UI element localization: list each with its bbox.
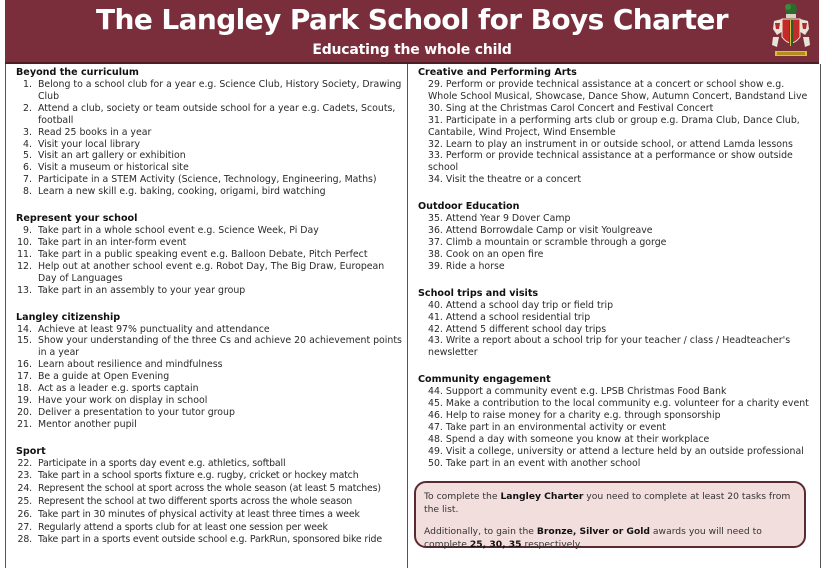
item-text: Attend Borrowdale Camp or visit Youlgreave	[445, 225, 653, 237]
list-item	[6, 285, 408, 297]
item-text: Represent the school at sport across the whole season (at least 5 matches)	[38, 483, 381, 495]
item-text: Visit an art gallery or exhibition	[38, 150, 186, 162]
item-text: Learn about resilience and mindfulness	[38, 359, 223, 371]
list-item	[6, 407, 408, 419]
list-item	[6, 509, 408, 522]
list-item	[408, 261, 820, 273]
list-item	[6, 324, 408, 336]
item-number: 41.	[428, 311, 443, 323]
item-number: 40.	[428, 299, 443, 311]
item-number: 43.	[428, 335, 443, 347]
item-number: 44.	[428, 386, 443, 398]
item-number: 6.	[23, 162, 32, 174]
list-item	[6, 359, 408, 371]
list-item	[408, 174, 820, 186]
requirements-text	[424, 491, 796, 516]
list-item	[6, 186, 408, 198]
item-number: 14.	[17, 323, 32, 335]
item-number: 28.	[17, 534, 32, 546]
list-item	[6, 225, 408, 237]
list-item	[6, 419, 408, 431]
list-item	[6, 150, 408, 162]
item-text: Participate in a STEM Activity (Science, Technology, Engineering, Maths)	[38, 174, 377, 186]
charter-name: Langley Charter	[500, 491, 584, 502]
list-item	[6, 395, 408, 407]
list-item	[408, 249, 820, 261]
item-number: 48.	[428, 433, 443, 445]
section-sport	[6, 446, 408, 548]
list-item	[408, 213, 820, 225]
item-text: Attend 5 different school day trips	[445, 323, 607, 335]
section-title: Beyond the curriculum	[16, 67, 139, 78]
item-text: Perform or provide technical assistance at a performance or show outside school	[428, 150, 793, 174]
list-item	[6, 383, 408, 395]
item-number: 30.	[428, 102, 443, 114]
text-fragment: To complete the	[424, 491, 501, 502]
task-list	[6, 458, 408, 548]
item-text: Take part in a sports event outside school e.g. ParkRun, sponsored bike ride	[38, 534, 382, 546]
item-text: Read 25 books in a year	[38, 126, 152, 138]
item-number: 33.	[428, 150, 443, 162]
item-number: 45.	[428, 398, 443, 410]
item-number: 16.	[17, 359, 32, 371]
list-item	[408, 446, 820, 458]
list-item	[6, 127, 408, 139]
item-text: Be a guide at Open Evening	[38, 371, 170, 383]
text-fragment: Additionally, to gain the	[424, 526, 537, 537]
list-item	[408, 225, 820, 237]
item-number: 31.	[428, 114, 443, 126]
list-item	[6, 139, 408, 151]
item-number: 12.	[17, 260, 32, 272]
page-subtitle: Educating the whole child	[312, 42, 512, 58]
item-text: Attend a club, society or team outside school for a year e.g. Cadets, Scouts, football	[38, 102, 396, 126]
item-text: Take part in an assembly to your year group	[38, 284, 246, 296]
item-text: Visit the theatre or a concert	[445, 174, 582, 186]
list-item	[408, 115, 820, 139]
left-column	[5, 64, 408, 568]
list-item	[6, 522, 408, 535]
item-number: 13.	[17, 284, 32, 296]
item-number: 27.	[17, 521, 32, 533]
item-number: 17.	[17, 371, 32, 383]
item-number: 5.	[23, 150, 32, 162]
item-number: 11.	[17, 248, 32, 260]
section-title: Community engagement	[418, 374, 551, 386]
item-number: 34.	[428, 174, 443, 186]
item-number: 18.	[17, 383, 32, 395]
item-number: 50.	[428, 457, 443, 469]
item-number: 9.	[23, 225, 32, 237]
list-item	[408, 237, 820, 249]
list-item	[408, 434, 820, 446]
item-text: Participate in a sports day event e.g. athletics, softball	[38, 457, 286, 469]
item-number: 3.	[23, 126, 32, 138]
task-list	[408, 386, 820, 469]
section-beyond-curriculum	[6, 67, 408, 198]
task-list	[6, 79, 408, 198]
section-title: Langley citizenship	[16, 311, 121, 323]
list-item	[408, 335, 820, 359]
task-list	[6, 324, 408, 431]
item-number: 36.	[428, 225, 443, 237]
item-number: 21.	[17, 418, 32, 430]
section-title: School trips and visits	[418, 287, 539, 299]
list-item	[408, 150, 820, 174]
awards-text	[424, 526, 796, 551]
item-text: Belong to a school club for a year e.g. Science Club, History Society, Drawing Club	[38, 79, 402, 102]
item-text: Act as a leader e.g. sports captain	[38, 383, 199, 395]
item-text: Make a contribution to the local community e.g. volunteer for a charity event	[445, 398, 809, 410]
item-number: 1.	[23, 79, 32, 90]
item-number: 23.	[17, 470, 32, 482]
item-number: 46.	[428, 410, 443, 422]
list-item	[408, 312, 820, 324]
item-text: Show your understanding of the three Cs and achieve 20 achievement points in a year	[38, 335, 402, 359]
list-item	[408, 410, 820, 422]
list-item	[6, 103, 408, 127]
item-text: Take part in an inter-form event	[38, 236, 187, 248]
section-outdoor-education	[408, 201, 820, 273]
item-text: Learn to play an instrument in or outside school, or attend Lamda lessons	[445, 138, 793, 150]
item-text: Achieve at least 97% punctuality and attendance	[38, 323, 270, 335]
page-title: The Langley Park School for Boys Charter	[95, 3, 729, 36]
page-header	[5, 0, 819, 64]
award-levels: Bronze, Silver or Gold	[536, 526, 650, 537]
list-item	[408, 300, 820, 312]
list-item	[6, 335, 408, 359]
item-number: 38.	[428, 248, 443, 260]
section-school-trips	[408, 288, 820, 360]
item-number: 10.	[17, 236, 32, 248]
list-item	[408, 398, 820, 410]
list-item	[6, 261, 408, 285]
list-item	[408, 324, 820, 336]
item-number: 29.	[428, 79, 443, 90]
item-text: Support a community event e.g. LPSB Christmas Food Bank	[445, 386, 727, 398]
item-text: Cook on an open fire	[445, 248, 544, 260]
item-text: Learn a new skill e.g. baking, cooking, origami, bird watching	[38, 186, 326, 198]
item-number: 7.	[23, 174, 32, 186]
list-item	[408, 458, 820, 470]
item-number: 20.	[17, 406, 32, 418]
item-number: 32.	[428, 138, 443, 150]
section-title: Creative and Performing Arts	[418, 67, 577, 78]
item-text: Take part in an event with another school	[445, 457, 641, 469]
section-langley-citizenship	[6, 312, 408, 431]
item-text: Spend a day with someone you know at their workplace	[445, 433, 710, 445]
text-fragment: you need to complete at least 20 tasks from the list.	[424, 491, 791, 515]
list-item	[6, 534, 408, 547]
section-title: Sport	[16, 445, 46, 457]
item-number: 4.	[23, 138, 32, 150]
list-item	[408, 139, 820, 151]
item-number: 26.	[17, 508, 32, 520]
item-text: Visit a college, university or attend a lecture held by an outside professional	[445, 445, 804, 457]
list-item	[6, 237, 408, 249]
section-community-engagement	[408, 374, 820, 469]
item-text: Attend Year 9 Dover Camp	[445, 213, 571, 225]
text-fragment: awards you will need to complete	[424, 526, 762, 550]
item-text: Take part in a school sports fixture e.g. rugby, cricket or hockey match	[38, 470, 359, 482]
task-list	[408, 213, 820, 273]
item-text: Write a report about a school trip for your teacher / class / Headteacher's newsletter	[428, 335, 791, 359]
task-list	[408, 300, 820, 360]
list-item	[6, 470, 408, 483]
list-item	[6, 371, 408, 383]
list-item	[408, 103, 820, 115]
list-item	[6, 162, 408, 174]
section-creative-performing-arts	[408, 67, 820, 186]
item-text: Mentor another pupil	[38, 418, 137, 430]
section-title: Represent your school	[16, 213, 138, 225]
list-item	[408, 422, 820, 434]
item-text: Climb a mountain or scramble through a gorge	[445, 236, 667, 248]
item-text: Help to raise money for a charity e.g. through sponsorship	[445, 410, 721, 422]
list-item	[6, 174, 408, 186]
item-number: 47.	[428, 421, 443, 433]
section-title: Outdoor Education	[418, 201, 520, 213]
item-number: 39.	[428, 260, 443, 272]
item-number: 8.	[23, 186, 32, 198]
text-fragment: respectively.	[521, 538, 582, 550]
item-number: 15.	[17, 335, 32, 347]
list-item	[6, 496, 408, 509]
list-item	[6, 483, 408, 496]
item-text: Have your work on display in school	[38, 394, 208, 406]
item-text: Regularly attend a sports club for at least one session per week	[38, 521, 328, 533]
list-item	[6, 79, 408, 103]
list-item	[408, 79, 820, 103]
award-thresholds: 25, 30, 35	[469, 538, 522, 550]
item-text: Ride a horse	[445, 260, 505, 272]
item-text: Visit your local library	[38, 138, 141, 150]
item-number: 24.	[17, 483, 32, 495]
task-list	[408, 79, 820, 186]
item-number: 42.	[428, 323, 443, 335]
item-number: 37.	[428, 236, 443, 248]
item-number: 22.	[17, 457, 32, 469]
item-text: Take part in a public speaking event e.g. Balloon Debate, Pitch Perfect	[38, 248, 368, 260]
list-item	[6, 458, 408, 471]
item-number: 35.	[428, 213, 443, 225]
item-text: Take part in an environmental activity or event	[445, 421, 666, 433]
item-text: Participate in a performing arts club or group e.g. Drama Club, Dance Club, Cantabile, Wind Project, Wind Ensemble	[428, 114, 800, 138]
task-list	[6, 225, 408, 296]
item-number: 19.	[17, 394, 32, 406]
item-text: Represent the school at two different sports across the whole season	[38, 496, 353, 508]
item-text: Attend a school residential trip	[445, 311, 591, 323]
item-text: Take part in a whole school event e.g. Science Week, Pi Day	[38, 225, 319, 237]
list-item	[6, 249, 408, 261]
item-text: Sing at the Christmas Carol Concert and Festival Concert	[445, 102, 714, 114]
item-text: Take part in 30 minutes of physical activity at least three times a week	[38, 508, 360, 520]
item-text: Attend a school day trip or field trip	[445, 299, 614, 311]
school-crest-icon	[769, 1, 813, 61]
item-text: Deliver a presentation to your tutor group	[38, 406, 235, 418]
item-text: Visit a museum or historical site	[38, 162, 189, 174]
charter-requirements-box	[414, 481, 806, 548]
item-number: 49.	[428, 445, 443, 457]
list-item	[408, 386, 820, 398]
item-text: Help out at another school event e.g. Robot Day, The Big Draw, European Day of Languages	[38, 260, 385, 284]
item-number: 25.	[17, 496, 32, 508]
item-number: 2.	[23, 102, 32, 114]
item-text: Perform or provide technical assistance at a concert or school show e.g. Whole School Musical, Showcase, Dance Show, Autumn Concert, Bandstand Live	[428, 79, 808, 102]
section-represent-school	[6, 213, 408, 296]
